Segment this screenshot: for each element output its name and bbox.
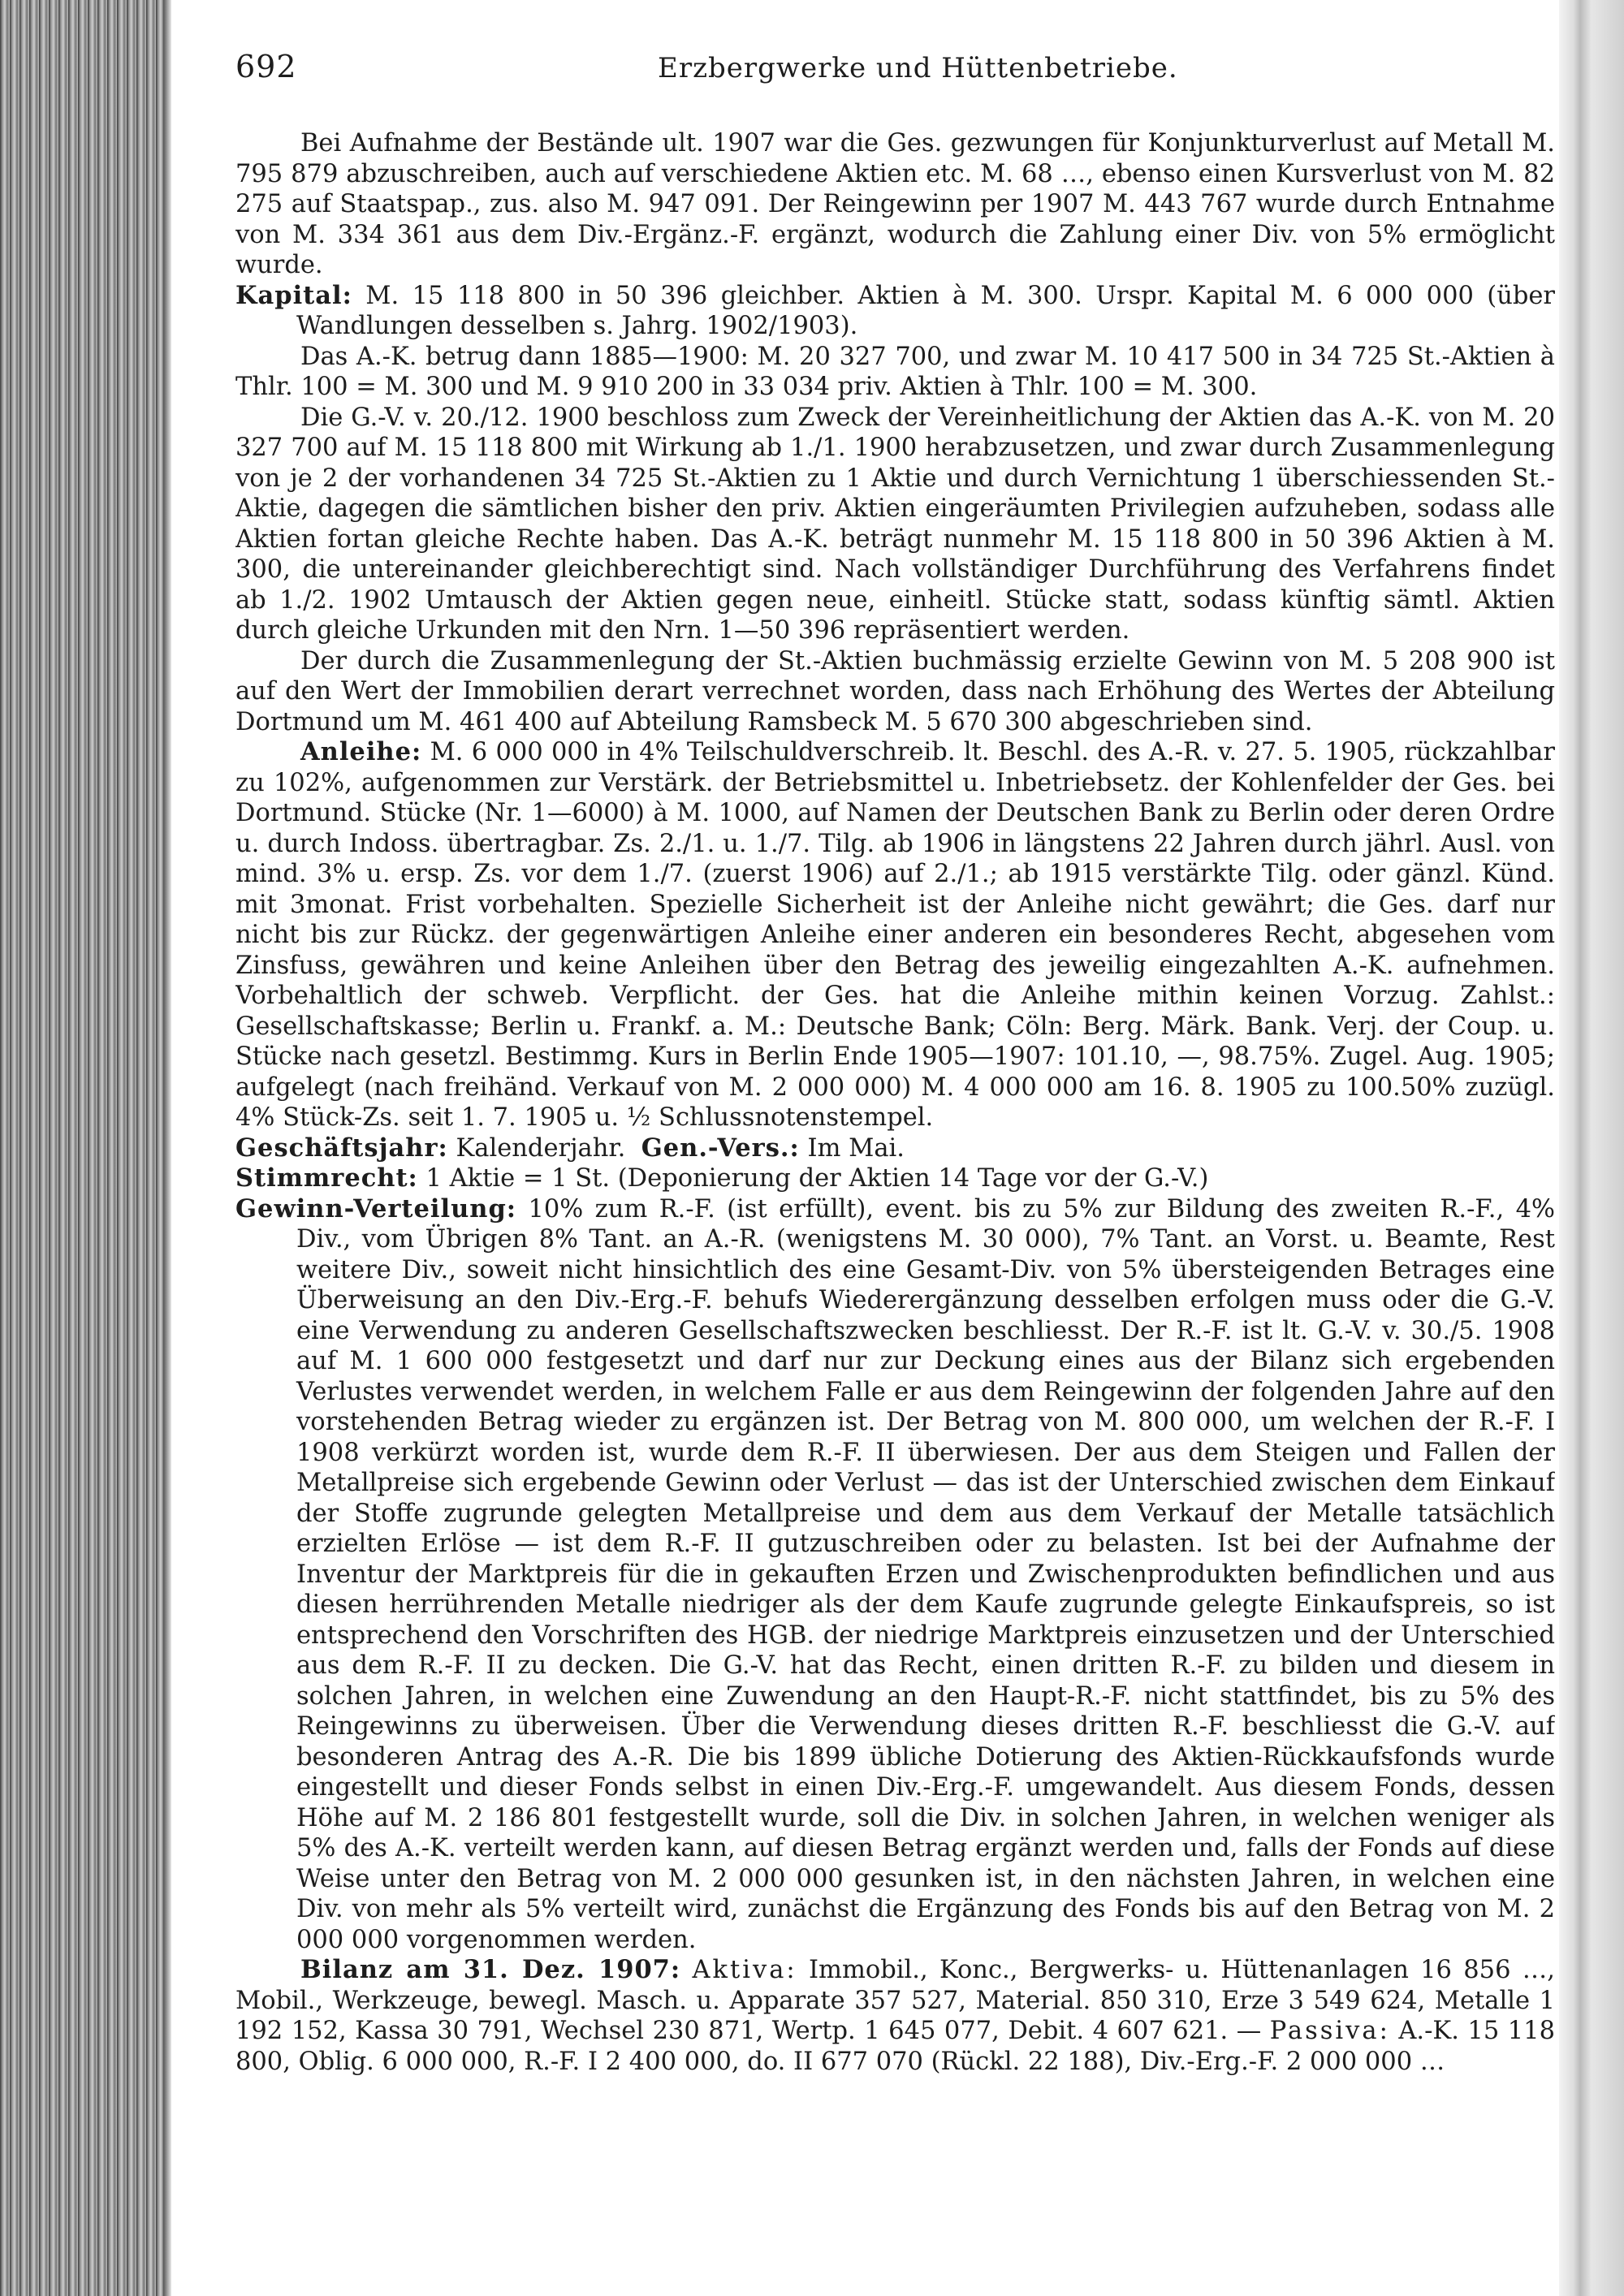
kapital-section bbox=[235, 281, 1555, 342]
stimmrecht-text: 1 Aktie = 1 St. (Deponierung der Aktien 14 Tage vor der G.-V.) bbox=[425, 1164, 1209, 1193]
genvers-label: Gen.-Vers.: bbox=[641, 1133, 800, 1163]
kapital-paragraph-2: Das A.-K. betrug dann 1885—1900: M. 20 327 700, und zwar M. 10 417 500 in 34 725 St.-Aktien à Thlr. 100 = M. 300 und M. 9 910 200 in 33 034 priv. Aktien à Thlr. 100 = M. 300. bbox=[235, 342, 1555, 401]
running-head: Erzbergwerke und Hüttenbetriebe. bbox=[658, 52, 1178, 84]
intro-paragraph: Bei Aufnahme der Bestände ult. 1907 war die Ges. gezwungen für Konjunkturverlust auf Metall M. 795 879 abzuschreiben, auch auf verschiedene Aktien etc. M. 68 …, ebenso einen Kursverlust von M. 82 275 auf Staatspap., zus. also M. 947 091. Der Reingewinn per 1907 M. 443 767 wurde durch Entnahme von M. 334 361 aus dem Div.-Ergänz.-F. ergänzt, wodurch die Zahlung einer Div. von 5% ermöglicht wurde. bbox=[235, 129, 1555, 279]
kapital-text: M. 15 118 800 in 50 396 gleichber. Aktien à M. 300. Urspr. Kapital M. 6 000 000 (über Wandlungen desselben s. Jahrg. 1902/1903). bbox=[296, 281, 1555, 340]
gewinn-verteilung-text: 10% zum R.-F. (ist erfüllt), event. bis zu 5% zur Bildung des zweiten R.-F., 4% Div., vom Übrigen 8% Tant. an A.-R. (wenigstens M. 30 000), 7% Tant. an Vorst. u. Beamte, Rest weitere Div., soweit nicht hinsichtlich des eine Gesamt-Div. von 5% übersteigenden Betrages eine Überweisung an den Div.-Erg.-F. behufs Wiederergänzung desselben erfolgen muss oder die G.-V. eine Verwendung zu anderen Gesellschaftszwecken beschliesst. Der R.-F. ist lt. G.-V. v. 30./5. 1908 auf M. 1 600 000 festgesetzt und darf nur zur Deckung eines aus der Bilanz sich ergebenden Verlustes verwendet werden, in welchem Falle er aus dem Reingewinn der folgenden Jahre auf den vorstehenden Betrag wieder zu ergänzen ist. Der Betrag von M. 800 000, um welchen der R.-F. I 1908 verkürzt worden ist, wurde dem R.-F. II überwiesen. Der aus dem Steigen und Fallen der Metallpreise sich ergebende Gewinn oder Verlust — das ist der Unterschied zwischen dem Einkauf der Stoffe zugrunde gelegten Metallpreise und dem aus dem Verkauf der Metalle tatsächlich erzielten Erlöse — ist dem R.-F. II gutzuschreiben oder zu belasten. Ist bei der Aufnahme der Inventur der Marktpreis für die in gekauften Erzen und Zwischenprodukten befindlichen und aus diesen herrührenden Metalle niedriger als der dem Kaufe zugrunde gelegte Einkaufspreis, so ist entsprechend den Vorschriften des HGB. der niedrige Marktpreis einzusetzen und der Unterschied aus dem R.-F. II zu decken. Die G.-V. hat das Recht, einen dritten R.-F. zu bilden und diesem in solchen Jahren, in welchen eine Zuwendung an den Haupt-R.-F. nicht stattfindet, bis zu 5% des Reingewinns zu überweisen. Über die Verwendung dieses dritten R.-F. beschliesst die G.-V. auf besonderen Antrag des A.-R. Die bis 1899 übliche Dotierung des Aktien-Rückkaufsfonds wurde eingestellt und dieser Fonds selbst in einen Div.-Erg.-F. umgewandelt. Aus diesem Fonds, dessen Höhe auf M. 2 186 801 festgestellt wurde, soll die Div. in solchen Jahren, in welchen weniger als 5% des A.-K. verteilt werden kann, auf diesen Betrag ergänzt werden und, falls der Fonds auf diese Weise unter den Betrag von M. 2 000 000 gesunken ist, in den nächsten Jahren, in welchen eine Div. von mehr als 5% verteilt wird, zunächst die Ergänzung des Fonds bis auf den Betrag von M. 2 000 000 vorgenommen werden. bbox=[296, 1194, 1555, 1954]
page-header bbox=[235, 49, 1555, 89]
kapital-paragraph-4: Der durch die Zusammenlegung der St.-Aktien buchmässig erzielte Gewinn von M. 5 208 900 ist auf den Wert der Immobilien derart verrechnet worden, dass nach Erhöhung des Wertes der Abteilung Dortmund um M. 461 400 auf Abteilung Ramsbeck M. 5 670 300 abgeschrieben sind. bbox=[235, 646, 1555, 736]
bilanz-label: Bilanz am 31. Dez. 1907: bbox=[300, 1955, 681, 1984]
geschaeftsjahr-section bbox=[235, 1133, 1555, 1164]
genvers-text: Im Mai. bbox=[807, 1133, 905, 1163]
geschaeftsjahr-label: Geschäftsjahr: bbox=[235, 1133, 448, 1163]
page-number: 692 bbox=[235, 49, 297, 84]
aktiva-label: Aktiva: bbox=[692, 1956, 797, 1984]
gewinn-verteilung-label: Gewinn-Verteilung: bbox=[235, 1193, 517, 1224]
bilanz-text: Immobil., Konc., Bergwerks- u. Hüttenanlagen 16 856 …, Mobil., Werkzeuge, bewegl. Masch. u. Apparate 357 527, Material. 850 310, Erze 3 549 624, Metalle 1 192 152, Kassa 30 791, Wechsel 230 871, Wertp. 1 645 077, Debit. 4 607 621. — bbox=[235, 1956, 1555, 2045]
anleihe-text: M. 6 000 000 in 4% Teilschuldverschreib. lt. Beschl. des A.-R. v. 27. 5. 1905, rückzahlbar zu 102%, aufgenommen zur Verstärk. der Betriebsmittel u. Inbetriebsetz. der Kohlenfelder der Ges. bei Dortmund. Stücke (Nr. 1—6000) à M. 1000, auf Namen der Deutschen Bank zu Berlin oder deren Ordre u. durch Indoss. übertragbar. Zs. 2./1. u. 1./7. Tilg. ab 1906 in längstens 22 Jahren durch jährl. Ausl. von mind. 3% u. ersp. Zs. vor dem 1./7. (zuerst 1906) auf 2./1.; ab 1915 verstärkte Tilg. oder gänzl. Künd. mit 3monat. Frist vorbehalten. Spezielle Sicherheit ist der Anleihe nicht gewährt; die Ges. darf nur nicht bis zur Rückz. der gegenwärtigen Anleihe einer anderen ein besonderes Recht, abgesehen vom Zinsfuss, gewähren und keine Anleihen über den Betrag des jeweilig eingezahlten A.-K. aufnehmen. Vorbehaltlich der schweb. Verpflicht. der Ges. hat die Anleihe mithin keinen Vorzug. Zahlst.: Gesellschaftskasse; Berlin u. Frankf. a. M.: Deutsche Bank; Cöln: Berg. Märk. Bank. Verj. der Coup. u. Stücke nach gesetzl. Bestimmg. Kurs in Berlin Ende 1905—1907: 101.10, —, 98.75%. Zugel. Aug. 1905; aufgelegt (nach freihänd. Verkauf von M. 2 000 000) M. 4 000 000 am 16. 8. 1905 zu 100.50% zuzügl. 4% Stück-Zs. seit 1. 7. 1905 u. ½ Schlussnotenstempel. bbox=[235, 738, 1555, 1132]
geschaeftsjahr-text: Kalenderjahr. bbox=[456, 1133, 626, 1163]
book-page-edge bbox=[0, 0, 166, 2296]
stimmrecht-section bbox=[235, 1163, 1555, 1194]
bilanz-section bbox=[235, 1955, 1555, 2077]
passiva-label: Passiva: bbox=[1269, 2017, 1390, 2045]
kapital-paragraph-3: Die G.-V. v. 20./12. 1900 beschloss zum Zweck der Vereinheitlichung der Aktien das A.-K. von M. 20 327 700 auf M. 15 118 800 mit Wirkung ab 1./1. 1900 herabzusetzen, und zwar durch Zusammenlegung von je 2 der vorhandenen 34 725 St.-Aktien zu 1 Aktie und durch Vernichtung 1 überschiessenden St.-Aktie, dagegen die sämtlichen bisher den priv. Aktien eingeräumten Privilegien aufzuheben, sodass alle Aktien fortan gleiche Rechte haben. Das A.-K. beträgt nunmehr M. 15 118 800 in 50 396 Aktien à M. 300, die untereinander gleichberechtigt sind. Nach vollständiger Durchführung des Verfahrens findet ab 1./2. 1902 Umtausch der Aktien gegen neue, einheitl. Stücke statt, sodass künftig sämtl. Aktien durch gleiche Urkunden mit den Nrn. 1—50 396 repräsentiert werden. bbox=[235, 403, 1555, 645]
page-content bbox=[235, 49, 1555, 2257]
anleihe-section bbox=[235, 737, 1555, 1133]
kapital-label: Kapital: bbox=[235, 280, 352, 310]
stimmrecht-label: Stimmrecht: bbox=[235, 1163, 418, 1193]
facing-page-strip bbox=[1559, 0, 1624, 2296]
anleihe-label: Anleihe: bbox=[300, 737, 422, 766]
gewinn-verteilung-section bbox=[235, 1194, 1555, 1956]
passiva-text: A.-K. 15 118 800, Oblig. 6 000 000, R.-F. I 2 400 000, do. II 677 070 (Rückl. 22 188), Div.-Erg.-F. 2 000 000 … bbox=[235, 2017, 1555, 2076]
